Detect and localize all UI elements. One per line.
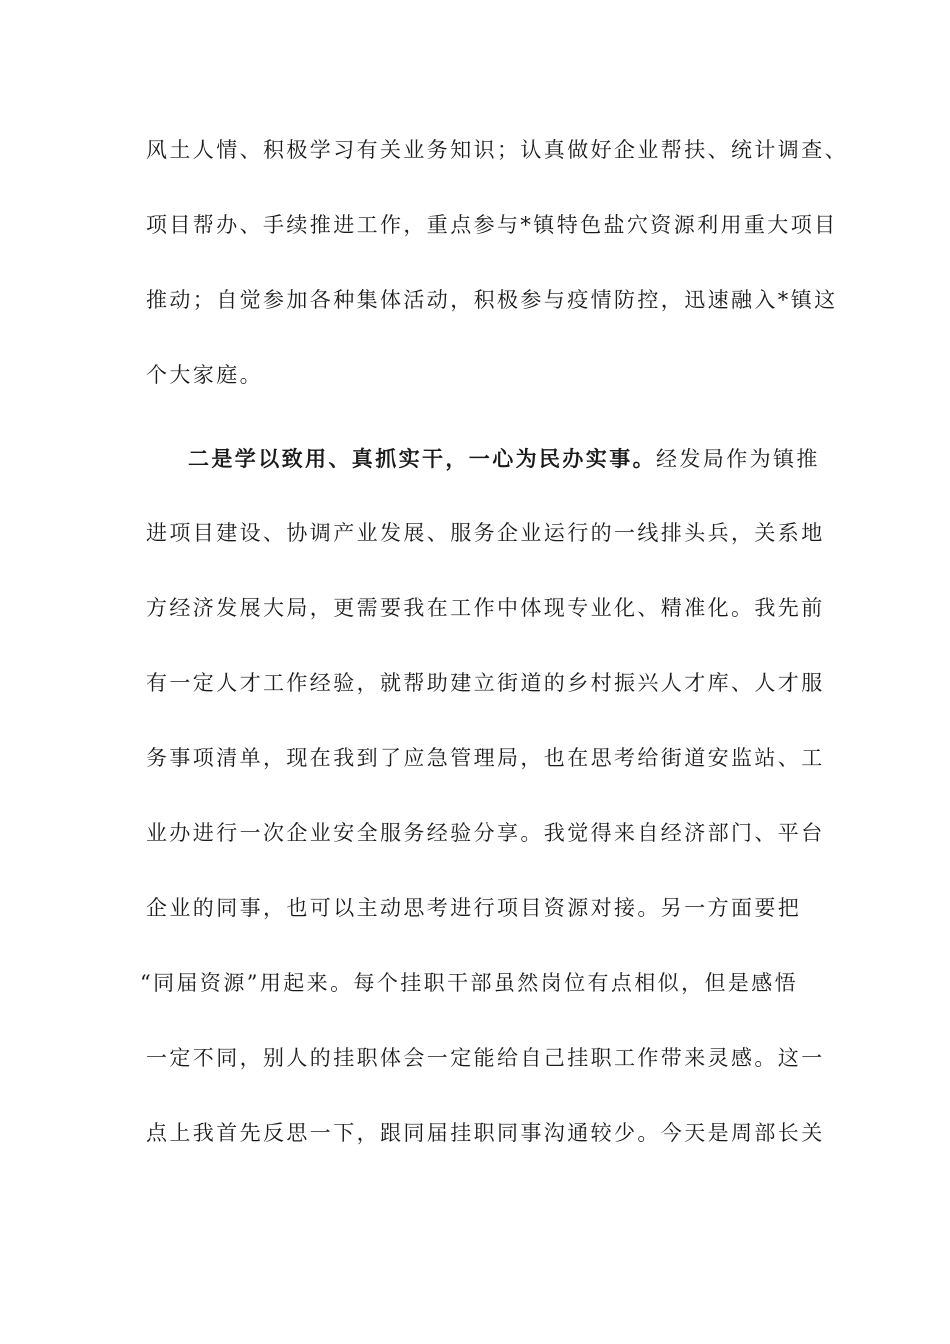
- paragraph-1-line-1: 风土人情、积极学习有关业务知识；认真做好企业帮扶、统计调查、: [146, 138, 848, 162]
- paragraph-2-first-line: [188, 446, 820, 472]
- paragraph-2-line-6: 业办进行一次企业安全服务经验分享。我觉得来自经济部门、平台: [146, 821, 825, 845]
- paragraph-2-line-3: 方经济发展大局，更需要我在工作中体现专业化、精准化。我先前: [146, 596, 825, 620]
- paragraph-1-line-2: 项目帮办、手续推进工作，重点参与*镇特色盐穴资源利用重大项目: [146, 213, 838, 237]
- paragraph-2-line-8: “同届资源”用起来。每个挂职干部虽然岗位有点相似，但是感悟: [140, 971, 799, 995]
- paragraph-2-line-5: 务事项清单，现在我到了应急管理局，也在思考给街道安监站、工: [146, 746, 825, 770]
- paragraph-2-first-line-rest: 经发局作为镇推: [656, 447, 820, 471]
- paragraph-1-line-3: 推动；自觉参加各种集体活动，积极参与疫情防控，迅速融入*镇这: [146, 288, 838, 312]
- paragraph-2-line-7: 企业的同事，也可以主动思考进行项目资源对接。另一方面要把: [146, 896, 802, 920]
- paragraph-2-line-10: 点上我首先反思一下，跟同届挂职同事沟通较少。今天是周部长关: [146, 1121, 825, 1145]
- paragraph-1-line-4: 个大家庭。: [146, 363, 263, 387]
- paragraph-2-line-4: 有一定人才工作经验，就帮助建立街道的乡村振兴人才库、人才服: [146, 671, 825, 695]
- paragraph-2-line-9: 一定不同，别人的挂职体会一定能给自己挂职工作带来灵感。这一: [146, 1046, 825, 1070]
- paragraph-2-line-2: 进项目建设、协调产业发展、服务企业运行的一线排头兵，关系地: [146, 521, 825, 545]
- paragraph-2-heading: 二是学以致用、真抓实干，一心为民办实事。: [188, 446, 656, 471]
